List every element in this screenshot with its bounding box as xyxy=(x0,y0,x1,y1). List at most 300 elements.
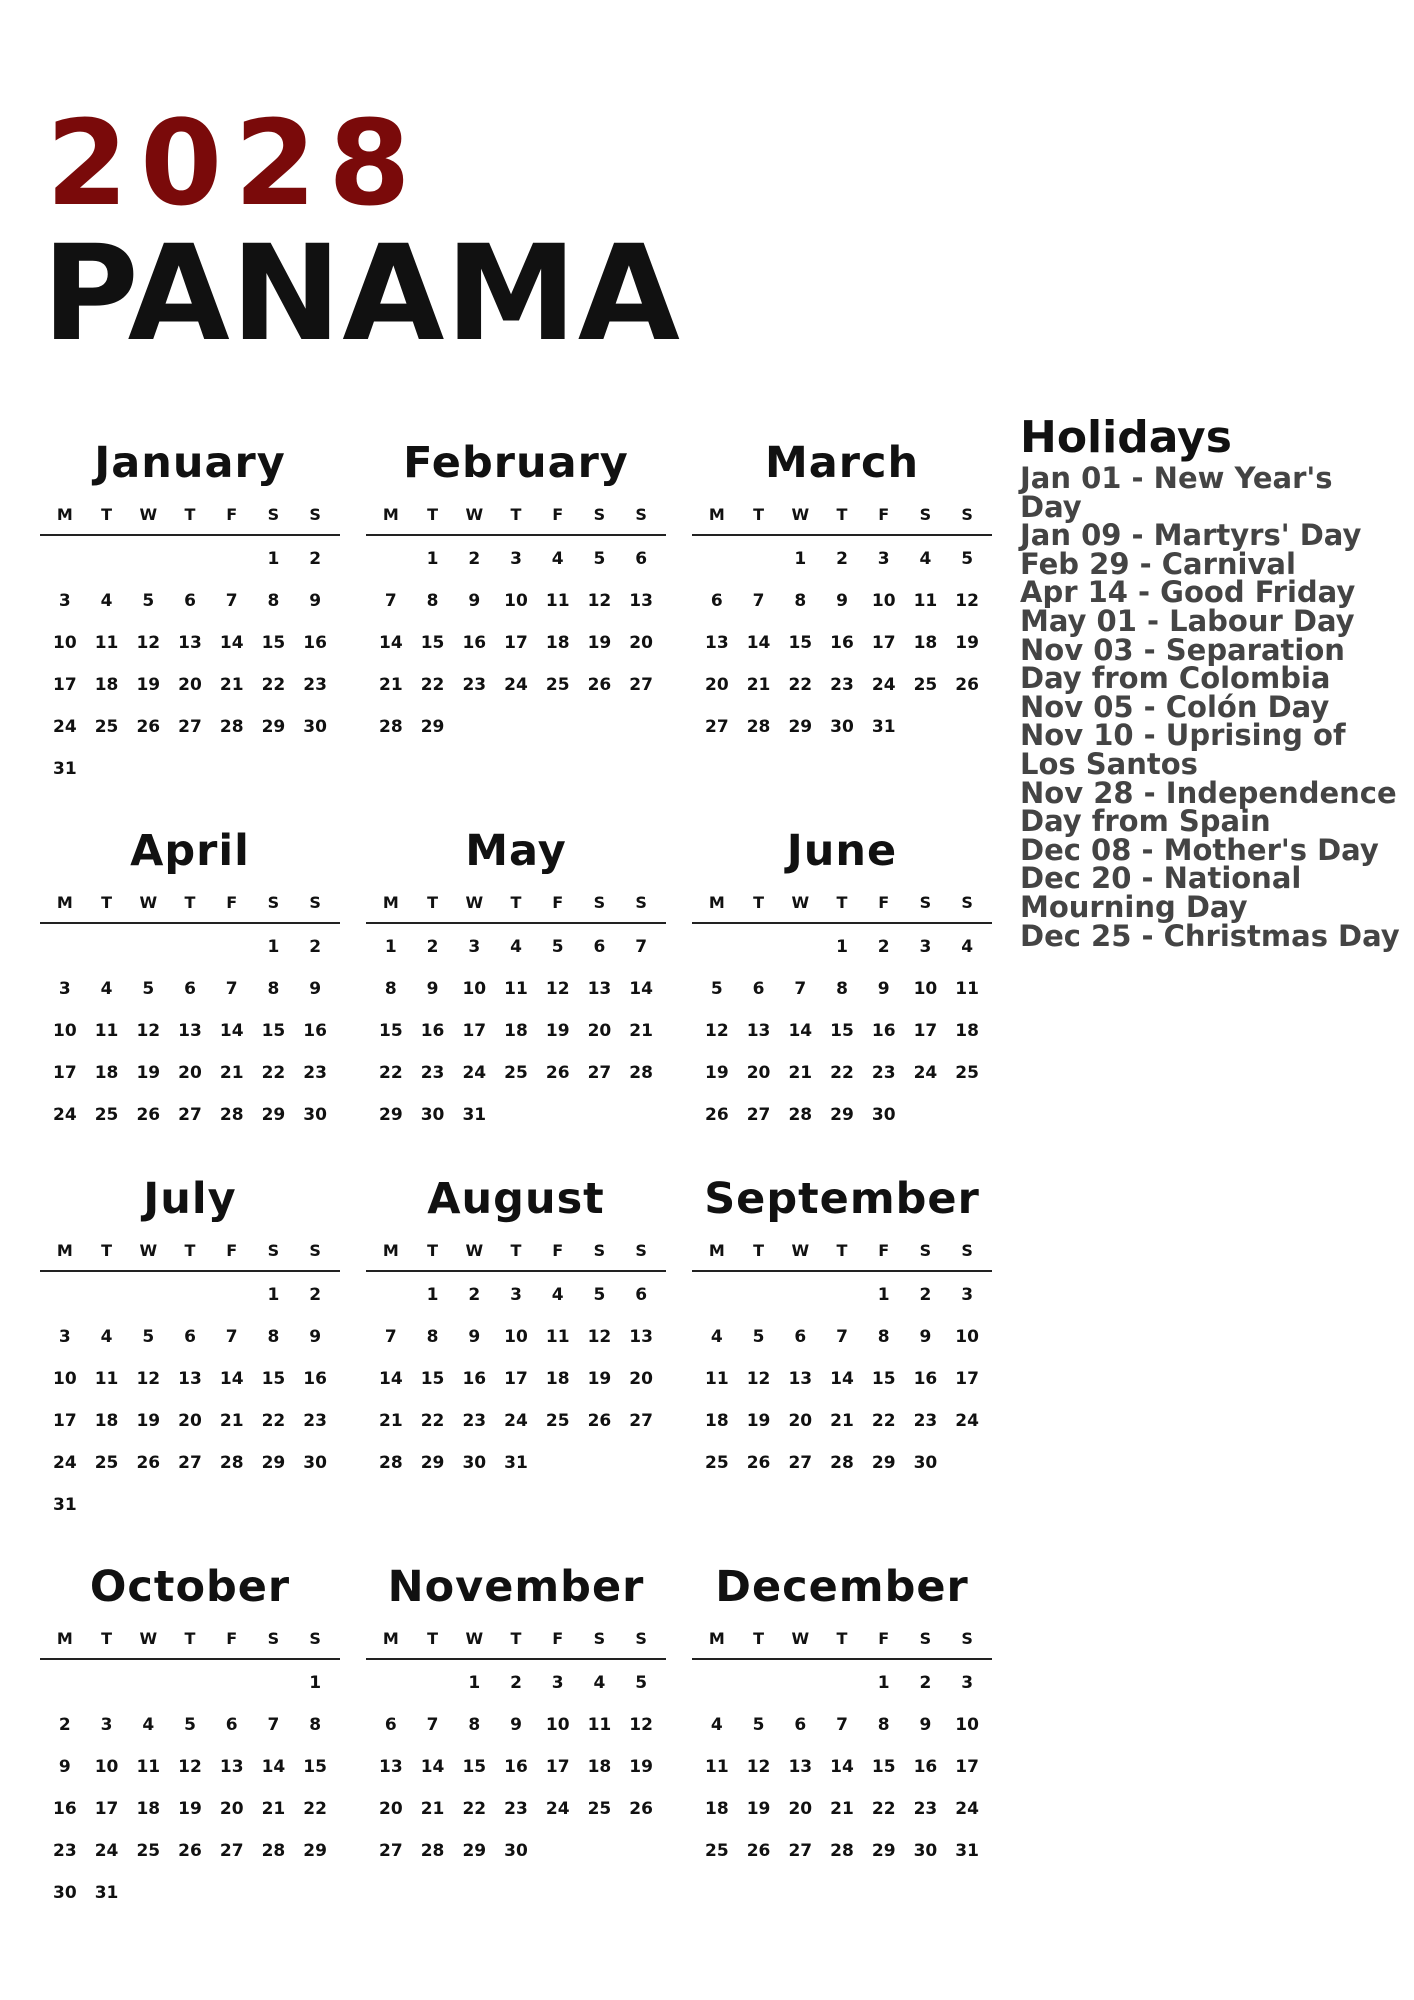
empty-day-cell xyxy=(44,538,86,580)
day-cell: 2 xyxy=(309,937,322,957)
weekday-label: F xyxy=(878,1628,890,1648)
month-december xyxy=(692,1556,992,1872)
day-cell: 29 xyxy=(261,1453,286,1473)
day-cell: 5 xyxy=(142,591,155,611)
holiday-item: Nov 03 - Separation Day from Colombia xyxy=(1020,632,1345,696)
day-cell: 7 xyxy=(225,591,238,611)
day-cell: 30 xyxy=(462,1453,487,1473)
month-name: May xyxy=(465,826,567,876)
day-cell: 29 xyxy=(788,717,813,737)
weekday-label: T xyxy=(753,892,765,912)
month-name: March xyxy=(764,438,920,488)
empty-day-cell xyxy=(696,1662,738,1704)
day-cell: 30 xyxy=(871,1105,896,1125)
empty-day-cell xyxy=(169,538,211,580)
month-name: November xyxy=(387,1562,645,1612)
day-cell: 30 xyxy=(913,1841,938,1861)
weekday-label: S xyxy=(961,892,973,912)
weekday-label: M xyxy=(708,892,725,912)
weekday-header xyxy=(692,882,992,924)
day-cell: 23 xyxy=(504,1799,528,1819)
day-cell: 15 xyxy=(420,1369,445,1389)
weekday-label: T xyxy=(510,1240,522,1260)
day-cell: 7 xyxy=(426,1715,439,1735)
day-cell: 2 xyxy=(877,937,890,957)
day-cell: 6 xyxy=(184,591,196,611)
day-cell: 27 xyxy=(746,1105,771,1125)
day-cell: 5 xyxy=(635,1673,648,1693)
day-cell: 17 xyxy=(955,1757,979,1777)
day-cell: 5 xyxy=(142,979,155,999)
day-cell: 25 xyxy=(94,717,119,737)
weekday-label: T xyxy=(101,892,113,912)
day-cell: 8 xyxy=(426,591,439,611)
day-cell: 27 xyxy=(788,1453,813,1473)
weekday-label: W xyxy=(139,504,158,524)
weekday-header xyxy=(692,494,992,536)
day-cell: 24 xyxy=(913,1063,938,1083)
day-cell: 29 xyxy=(830,1105,854,1125)
day-cell: 2 xyxy=(919,1285,932,1305)
day-cell: 19 xyxy=(587,633,612,653)
day-cell: 3 xyxy=(961,1673,974,1693)
day-cell: 17 xyxy=(94,1799,119,1819)
day-cell: 9 xyxy=(468,591,481,611)
weekday-label: S xyxy=(593,892,606,912)
empty-day-cell xyxy=(412,1662,454,1704)
day-cell: 28 xyxy=(379,717,403,737)
day-cell: 13 xyxy=(587,979,612,999)
day-cell: 6 xyxy=(225,1715,238,1735)
day-cell: 15 xyxy=(871,1757,896,1777)
empty-day-cell xyxy=(169,1274,211,1316)
day-cell: 22 xyxy=(420,675,445,695)
day-cell: 15 xyxy=(830,1021,854,1041)
day-cell: 15 xyxy=(261,1021,286,1041)
day-cell: 15 xyxy=(788,633,813,653)
day-cell: 29 xyxy=(420,717,445,737)
day-cell: 23 xyxy=(462,1411,487,1431)
day-cell: 16 xyxy=(303,1369,327,1389)
day-cell: 24 xyxy=(955,1799,979,1819)
day-cell: 20 xyxy=(178,1411,202,1431)
month-name: December xyxy=(715,1562,969,1612)
day-cell: 4 xyxy=(100,1327,113,1347)
day-cell: 22 xyxy=(788,675,813,695)
day-cell: 17 xyxy=(53,1063,77,1083)
day-cell: 6 xyxy=(794,1327,807,1347)
weekday-label: S xyxy=(919,1628,932,1648)
day-cell: 24 xyxy=(53,717,77,737)
day-cell: 7 xyxy=(794,979,807,999)
weekday-label: T xyxy=(427,1240,439,1260)
day-cell: 29 xyxy=(261,1105,286,1125)
weekday-label: F xyxy=(226,504,238,524)
day-cell: 14 xyxy=(830,1757,854,1777)
day-cell: 18 xyxy=(545,1369,570,1389)
empty-day-cell xyxy=(738,926,780,968)
day-grid xyxy=(40,1662,340,1914)
day-cell: 23 xyxy=(913,1411,938,1431)
day-cell: 21 xyxy=(830,1799,854,1819)
day-cell: 8 xyxy=(836,979,848,999)
day-cell: 5 xyxy=(142,1327,155,1347)
day-cell: 19 xyxy=(629,1757,653,1777)
day-cell: 27 xyxy=(178,717,202,737)
day-cell: 11 xyxy=(136,1757,161,1777)
day-cell: 24 xyxy=(504,675,528,695)
day-cell: 8 xyxy=(877,1327,890,1347)
empty-day-cell xyxy=(169,1662,211,1704)
holiday-item: Dec 08 - Mother's Day xyxy=(1020,832,1379,867)
day-cell: 25 xyxy=(94,1453,119,1473)
day-cell: 25 xyxy=(545,675,570,695)
day-cell: 5 xyxy=(184,1715,196,1735)
weekday-label: T xyxy=(101,504,113,524)
month-april xyxy=(40,820,340,1136)
day-cell: 5 xyxy=(593,549,606,569)
month-name: June xyxy=(786,826,898,876)
day-cell: 30 xyxy=(303,717,327,737)
day-cell: 4 xyxy=(961,937,974,957)
day-cell: 14 xyxy=(420,1757,445,1777)
weekday-label: M xyxy=(708,504,725,524)
empty-day-cell xyxy=(738,1274,780,1316)
day-cell: 31 xyxy=(53,1495,77,1515)
day-cell: 6 xyxy=(593,937,606,957)
day-cell: 21 xyxy=(379,1411,403,1431)
day-cell: 5 xyxy=(551,937,564,957)
weekday-label: S xyxy=(961,1628,973,1648)
day-cell: 30 xyxy=(913,1453,938,1473)
weekday-label: M xyxy=(382,1628,399,1648)
day-cell: 13 xyxy=(788,1369,813,1389)
day-cell: 28 xyxy=(830,1453,854,1473)
day-grid xyxy=(366,926,666,1136)
day-cell: 1 xyxy=(877,1673,890,1693)
day-cell: 17 xyxy=(545,1757,570,1777)
empty-day-cell xyxy=(821,1274,863,1316)
month-august xyxy=(366,1168,666,1484)
day-cell: 22 xyxy=(871,1799,896,1819)
empty-day-cell xyxy=(127,538,169,580)
day-cell: 28 xyxy=(379,1453,403,1473)
day-cell: 9 xyxy=(468,1327,481,1347)
day-cell: 3 xyxy=(58,591,71,611)
day-cell: 11 xyxy=(913,591,938,611)
day-cell: 6 xyxy=(184,1327,196,1347)
weekday-header xyxy=(366,882,666,924)
day-cell: 3 xyxy=(468,937,481,957)
day-cell: 4 xyxy=(551,549,564,569)
weekday-label: T xyxy=(427,892,439,912)
day-cell: 20 xyxy=(219,1799,244,1819)
day-cell: 6 xyxy=(184,979,196,999)
day-cell: 10 xyxy=(94,1757,119,1777)
weekday-label: T xyxy=(184,892,196,912)
day-cell: 26 xyxy=(746,1841,771,1861)
day-cell: 16 xyxy=(462,633,487,653)
day-cell: 18 xyxy=(955,1021,979,1041)
month-november xyxy=(366,1556,666,1872)
weekday-label: M xyxy=(382,892,399,912)
empty-day-cell xyxy=(211,926,253,968)
day-cell: 7 xyxy=(225,979,238,999)
day-cell: 14 xyxy=(746,633,771,653)
holiday-item: Jan 01 - New Year's Day xyxy=(1020,461,1333,524)
weekday-label: S xyxy=(919,504,932,524)
day-cell: 23 xyxy=(462,675,487,695)
weekday-label: S xyxy=(919,1240,932,1260)
day-cell: 17 xyxy=(871,633,896,653)
day-cell: 30 xyxy=(303,1453,327,1473)
weekday-label: T xyxy=(427,504,439,524)
day-cell: 9 xyxy=(58,1757,71,1777)
day-cell: 13 xyxy=(705,633,729,653)
weekday-label: S xyxy=(309,892,321,912)
month-may xyxy=(366,820,666,1136)
day-cell: 12 xyxy=(629,1715,653,1735)
day-cell: 13 xyxy=(178,1021,202,1041)
empty-day-cell xyxy=(696,538,738,580)
day-cell: 21 xyxy=(629,1021,653,1041)
weekday-label: M xyxy=(708,1628,725,1648)
day-cell: 22 xyxy=(462,1799,487,1819)
day-cell: 1 xyxy=(426,549,439,569)
day-grid xyxy=(40,538,340,790)
day-grid xyxy=(692,1662,992,1872)
day-cell: 18 xyxy=(705,1799,729,1819)
day-cell: 29 xyxy=(303,1841,327,1861)
weekday-label: S xyxy=(635,1628,647,1648)
day-cell: 8 xyxy=(426,1327,439,1347)
day-cell: 4 xyxy=(710,1327,723,1347)
day-cell: 11 xyxy=(587,1715,612,1735)
day-cell: 1 xyxy=(384,937,397,957)
month-name: January xyxy=(94,438,286,488)
day-cell: 3 xyxy=(877,549,890,569)
day-cell: 21 xyxy=(219,1411,244,1431)
weekday-label: T xyxy=(510,1628,522,1648)
day-cell: 18 xyxy=(94,1063,119,1083)
day-cell: 27 xyxy=(178,1453,202,1473)
weekday-label: F xyxy=(552,892,564,912)
day-cell: 17 xyxy=(53,1411,77,1431)
day-cell: 14 xyxy=(219,1021,244,1041)
calendar-year: 2028 xyxy=(46,94,423,232)
day-cell: 28 xyxy=(788,1105,813,1125)
weekday-header xyxy=(692,1618,992,1660)
weekday-label: M xyxy=(56,1628,73,1648)
day-cell: 3 xyxy=(961,1285,974,1305)
weekday-header xyxy=(40,494,340,536)
day-cell: 4 xyxy=(100,591,113,611)
holiday-item: Jan 09 - Martyrs' Day xyxy=(1020,518,1362,553)
day-cell: 1 xyxy=(309,1673,322,1693)
day-cell: 28 xyxy=(219,717,244,737)
empty-day-cell xyxy=(253,1662,295,1704)
day-cell: 10 xyxy=(871,591,896,611)
day-cell: 21 xyxy=(219,675,244,695)
day-cell: 4 xyxy=(100,979,113,999)
day-cell: 24 xyxy=(462,1063,487,1083)
day-cell: 14 xyxy=(379,1369,403,1389)
day-cell: 12 xyxy=(587,591,612,611)
empty-day-cell xyxy=(779,1274,821,1316)
day-grid xyxy=(40,1274,340,1526)
day-cell: 16 xyxy=(303,633,327,653)
day-grid xyxy=(692,926,992,1136)
day-cell: 16 xyxy=(913,1369,938,1389)
weekday-header xyxy=(366,1618,666,1660)
weekday-label: M xyxy=(382,1240,399,1260)
day-cell: 16 xyxy=(53,1799,77,1819)
day-cell: 29 xyxy=(261,717,286,737)
day-cell: 11 xyxy=(705,1757,729,1777)
day-cell: 19 xyxy=(746,1411,771,1431)
day-cell: 11 xyxy=(94,1369,119,1389)
day-cell: 10 xyxy=(545,1715,570,1735)
weekday-label: F xyxy=(226,892,238,912)
day-cell: 21 xyxy=(261,1799,286,1819)
day-cell: 30 xyxy=(830,717,854,737)
holiday-item: Dec 25 - Christmas Day xyxy=(1020,918,1400,953)
day-cell: 26 xyxy=(136,717,161,737)
day-cell: 5 xyxy=(710,979,723,999)
day-cell: 11 xyxy=(504,979,528,999)
empty-day-cell xyxy=(738,538,780,580)
day-cell: 24 xyxy=(94,1841,119,1861)
day-cell: 5 xyxy=(752,1327,765,1347)
month-september xyxy=(692,1168,992,1484)
day-cell: 20 xyxy=(705,675,729,695)
weekday-header xyxy=(40,1230,340,1272)
day-cell: 14 xyxy=(629,979,653,999)
empty-day-cell xyxy=(370,1662,412,1704)
empty-day-cell xyxy=(127,1274,169,1316)
day-cell: 25 xyxy=(136,1841,161,1861)
day-cell: 17 xyxy=(955,1369,979,1389)
day-cell: 23 xyxy=(913,1799,938,1819)
empty-day-cell xyxy=(44,1662,86,1704)
weekday-label: W xyxy=(139,892,158,912)
weekday-label: S xyxy=(309,1240,321,1260)
day-cell: 5 xyxy=(961,549,974,569)
day-cell: 2 xyxy=(426,937,439,957)
weekday-label: F xyxy=(878,892,890,912)
day-cell: 4 xyxy=(593,1673,606,1693)
empty-day-cell xyxy=(86,1274,128,1316)
empty-day-cell xyxy=(44,926,86,968)
weekday-label: W xyxy=(465,1628,484,1648)
weekday-label: S xyxy=(267,504,280,524)
day-cell: 17 xyxy=(53,675,77,695)
day-cell: 7 xyxy=(267,1715,280,1735)
day-cell: 6 xyxy=(384,1715,397,1735)
day-cell: 18 xyxy=(545,633,570,653)
weekday-label: M xyxy=(382,504,399,524)
day-cell: 31 xyxy=(53,759,77,779)
day-cell: 9 xyxy=(426,979,439,999)
day-cell: 21 xyxy=(379,675,403,695)
day-cell: 20 xyxy=(629,1369,653,1389)
day-cell: 20 xyxy=(629,633,653,653)
day-cell: 27 xyxy=(788,1841,813,1861)
day-cell: 26 xyxy=(545,1063,570,1083)
day-cell: 9 xyxy=(309,979,322,999)
day-cell: 22 xyxy=(303,1799,327,1819)
day-cell: 31 xyxy=(94,1883,119,1903)
day-cell: 13 xyxy=(379,1757,403,1777)
empty-day-cell xyxy=(44,1274,86,1316)
day-cell: 20 xyxy=(178,1063,202,1083)
day-cell: 4 xyxy=(919,549,932,569)
holiday-item: May 01 - Labour Day xyxy=(1020,603,1355,638)
day-cell: 8 xyxy=(267,591,280,611)
day-cell: 28 xyxy=(420,1841,445,1861)
month-name: July xyxy=(143,1174,237,1224)
empty-day-cell xyxy=(86,926,128,968)
day-cell: 31 xyxy=(504,1453,528,1473)
month-january xyxy=(40,432,340,790)
day-cell: 20 xyxy=(379,1799,403,1819)
day-cell: 10 xyxy=(53,1369,77,1389)
day-cell: 7 xyxy=(752,591,765,611)
day-cell: 18 xyxy=(136,1799,161,1819)
day-cell: 22 xyxy=(261,675,286,695)
empty-day-cell xyxy=(127,926,169,968)
day-grid xyxy=(366,538,666,748)
weekday-label: T xyxy=(184,1628,196,1648)
weekday-label: T xyxy=(836,892,848,912)
day-cell: 19 xyxy=(178,1799,202,1819)
weekday-label: T xyxy=(836,1240,848,1260)
day-cell: 9 xyxy=(309,1327,322,1347)
day-cell: 18 xyxy=(587,1757,612,1777)
day-cell: 13 xyxy=(788,1757,813,1777)
day-cell: 1 xyxy=(267,1285,280,1305)
day-cell: 23 xyxy=(830,675,854,695)
day-cell: 1 xyxy=(836,937,848,957)
weekday-label: T xyxy=(753,1240,765,1260)
empty-day-cell xyxy=(86,538,128,580)
weekday-header xyxy=(692,1230,992,1272)
holidays-title: Holidays xyxy=(1020,412,1232,463)
day-cell: 24 xyxy=(53,1453,77,1473)
weekday-label: M xyxy=(56,1240,73,1260)
holiday-item: Nov 28 - Independence Day from Spain xyxy=(1020,775,1397,839)
day-cell: 26 xyxy=(629,1799,653,1819)
day-cell: 22 xyxy=(830,1063,854,1083)
day-cell: 6 xyxy=(635,1285,648,1305)
day-cell: 20 xyxy=(178,675,202,695)
day-grid xyxy=(692,538,992,748)
weekday-label: W xyxy=(791,504,810,524)
empty-day-cell xyxy=(370,1274,412,1316)
day-cell: 16 xyxy=(420,1021,445,1041)
weekday-label: F xyxy=(552,504,564,524)
day-cell: 23 xyxy=(303,675,327,695)
day-cell: 26 xyxy=(136,1453,161,1473)
weekday-label: S xyxy=(635,1240,647,1260)
day-cell: 29 xyxy=(871,1841,896,1861)
day-cell: 2 xyxy=(836,549,848,569)
empty-day-cell xyxy=(779,926,821,968)
weekday-label: T xyxy=(836,1628,848,1648)
day-cell: 9 xyxy=(919,1715,932,1735)
month-name: September xyxy=(704,1174,980,1224)
day-grid xyxy=(366,1662,666,1872)
